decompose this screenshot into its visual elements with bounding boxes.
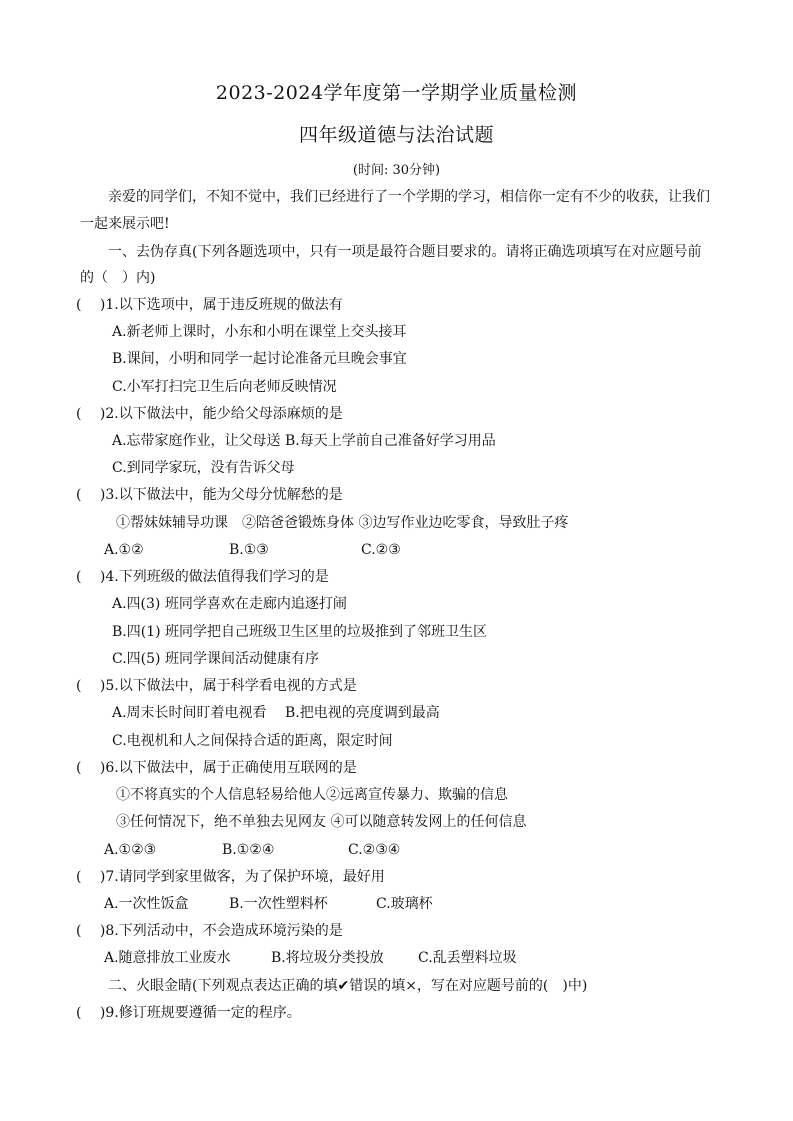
q6-stem: ( )6.以下做法中，属于正确使用互联网的是: [76, 760, 357, 776]
section1-heading: 一、去伪存真(下列各题选项中，只有一项是最符合题目要求的。请将正确选项填写在对应题号前: [108, 244, 702, 260]
intro-line-1: 亲爱的同学们，不知不觉中，我们已经进行了一个学期的学习，相信你一定有不少的收获，让我们: [108, 189, 710, 205]
q5-option-c: C.电视机和人之间保持合适的距离，限定时间: [112, 733, 393, 749]
q2-option-c: C.到同学家玩，没有告诉父母: [112, 460, 295, 476]
q7-option-a: A.一次性饭盒: [104, 896, 189, 912]
q4-option-b: B.四(1) 班同学把自己班级卫生区里的垃圾推到了邻班卫生区: [112, 624, 488, 640]
q7-option-b: B.一次性塑料杯: [229, 896, 328, 912]
q4-stem: ( )4.下列班级的做法值得我们学习的是: [76, 569, 329, 585]
section2-heading: 二、火眼金睛(下列观点表达正确的填✔错误的填×，写在对应题号前的( )中): [108, 978, 588, 994]
q3-option-b: B.①③: [229, 542, 269, 558]
q1-option-a: A.新老师上课时，小东和小明在课堂上交头接耳: [112, 324, 407, 340]
q3-items: ①帮妹妹辅导功课 ②陪爸爸锻炼身体 ③边写作业边吃零食，导致肚子疼: [116, 515, 569, 531]
q8-option-c: C.乱丢塑料垃圾: [418, 950, 517, 966]
q7-option-c: C.玻璃杯: [376, 896, 433, 912]
exam-time: (时间: 30分钟): [352, 163, 441, 178]
q7-stem: ( )7.请同学到家里做客，为了保护环境，最好用: [76, 869, 385, 885]
q6-items-1: ①不将真实的个人信息轻易给他人②远离宣传暴力、欺骗的信息: [116, 787, 508, 803]
q6-option-b: B.①②④: [222, 842, 275, 858]
q5-stem: ( )5.以下做法中，属于科学看电视的方式是: [76, 678, 357, 694]
q6-items-2: ③任何情况下，绝不单独去见网友 ④可以随意转发网上的任何信息: [116, 814, 527, 830]
q2-options-ab: A.忘带家庭作业，让父母送 B.每天上学前自己准备好学习用品: [112, 433, 496, 449]
section1-heading-cont: 的（ ）内): [80, 270, 156, 286]
q3-option-c: C.②③: [361, 542, 401, 558]
q8-option-b: B.将垃圾分类投放: [271, 950, 384, 966]
exam-title: 2023-2024学年度第一学期学业质量检测: [215, 82, 578, 104]
q1-stem: ( )1.以下选项中，属于违反班规的做法有: [76, 297, 343, 313]
q1-option-b: B.课间，小明和同学一起讨论准备元旦晚会事宜: [112, 351, 407, 367]
q4-option-a: A.四(3) 班同学喜欢在走廊内追逐打闹: [112, 596, 347, 612]
q6-option-c: C.②③④: [348, 842, 401, 858]
exam-subtitle: 四年级道德与法治试题: [298, 124, 494, 146]
q1-option-c: C.小军打扫完卫生后向老师反映情况: [112, 379, 337, 395]
intro-line-2: 一起来展示吧!: [80, 216, 170, 232]
q8-option-a: A.随意排放工业废水: [104, 950, 231, 966]
q2-stem: ( )2.以下做法中，能少给父母添麻烦的是: [76, 406, 343, 422]
q8-stem: ( )8.下列活动中，不会造成环境污染的是: [76, 923, 343, 939]
q9-stem: ( )9.修订班规要遵循一定的程序。: [76, 1005, 301, 1021]
q5-options-ab: A.周末长时间盯着电视看 B.把电视的亮度调到最高: [112, 705, 440, 721]
q3-option-a: A.①②: [104, 542, 144, 558]
q6-option-a: A.①②③: [104, 842, 157, 858]
q3-stem: ( )3.以下做法中，能为父母分忧解愁的是: [76, 487, 343, 503]
q4-option-c: C.四(5) 班同学课间活动健康有序: [112, 651, 319, 667]
